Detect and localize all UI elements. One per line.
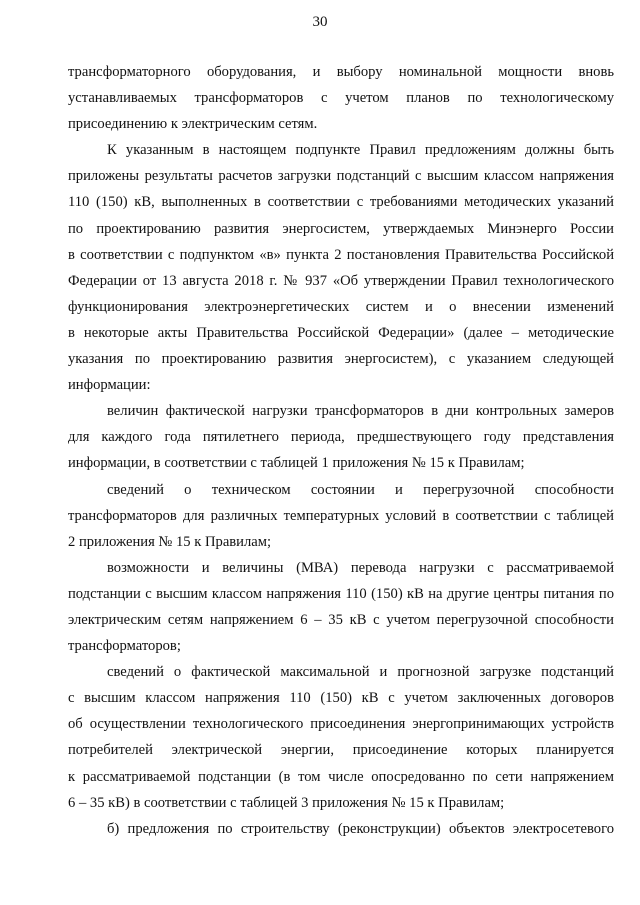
text-line: для каждого года пятилетнего периода, предшествующего году представления — [68, 429, 614, 446]
text-line: с высшим классом напряжения 110 (150) кВ с учетом заключенных договоров — [68, 690, 614, 707]
text-line: трансформаторов; — [68, 638, 181, 655]
text-line: приложены результаты расчетов загрузки подстанций с высшим классом напряжения — [68, 168, 614, 185]
document-body — [68, 59, 614, 842]
text-line: указания по проектированию развития энергосистем), с указанием следующей — [68, 351, 614, 368]
text-line: в некоторые акты Правительства Российской Федерации» (далее – методические — [68, 324, 614, 341]
text-line: информации: — [68, 377, 151, 394]
page-number: 30 — [312, 14, 328, 30]
text-line: устанавливаемых трансформаторов с учетом планов по технологическому — [68, 90, 614, 107]
text-line: 110 (150) кВ, выполненных в соответствии с требованиями методических указаний — [68, 194, 614, 211]
text-line: трансформаторного оборудования, и выбору номинальной мощности вновь — [68, 64, 614, 80]
text-line: сведений о техническом состоянии и перегрузочной способности — [107, 481, 614, 498]
text-line: Федерации от 13 августа 2018 г. № 937 «Об утверждении Правил технологического — [68, 272, 614, 289]
text-line: функционирования электроэнергетических систем и о внесении изменений — [68, 298, 614, 315]
text-line: электрическим сетям напряжением 6 – 35 кВ с учетом перегрузочной способности — [68, 611, 614, 628]
text-line: в соответствии с подпунктом «в» пункта 2 постановления Правительства Российской — [68, 246, 614, 263]
text-line: по проектированию развития энергосистем, утверждаемых Минэнерго России — [68, 220, 614, 237]
text-line: информации, в соответствии с таблицей 1 приложения № 15 к Правилам; — [68, 455, 525, 472]
text-line: б) предложения по строительству (реконструкции) объектов электросетевого — [107, 820, 614, 837]
text-line: возможности и величины (МВА) перевода нагрузки с рассматриваемой — [107, 559, 614, 576]
text-line: подстанции с высшим классом напряжения 110 (150) кВ на другие центры питания по — [68, 585, 614, 602]
text-line: К указанным в настоящем подпункте Правил предложениям должны быть — [107, 142, 614, 159]
text-line: величин фактической нагрузки трансформаторов в дни контрольных замеров — [107, 403, 614, 420]
text-line: 6 – 35 кВ) в соответствии с таблицей 3 приложения № 15 к Правилам; — [68, 794, 505, 811]
text-line: об осуществлении технологического присоединения энергопринимающих устройств — [68, 716, 614, 733]
text-line: сведений о фактической максимальной и прогнозной загрузке подстанций — [107, 664, 614, 681]
text-line: трансформаторов для различных температурных условий в соответствии с таблицей — [68, 507, 614, 524]
text-line: присоединению к электрическим сетям. — [68, 116, 318, 133]
text-line: 2 приложения № 15 к Правилам; — [68, 533, 272, 550]
text-line: потребителей электрической энергии, присоединение которых планируется — [68, 742, 614, 759]
text-line: к рассматриваемой подстанции (в том числе опосредованно по сети напряжением — [68, 768, 614, 785]
